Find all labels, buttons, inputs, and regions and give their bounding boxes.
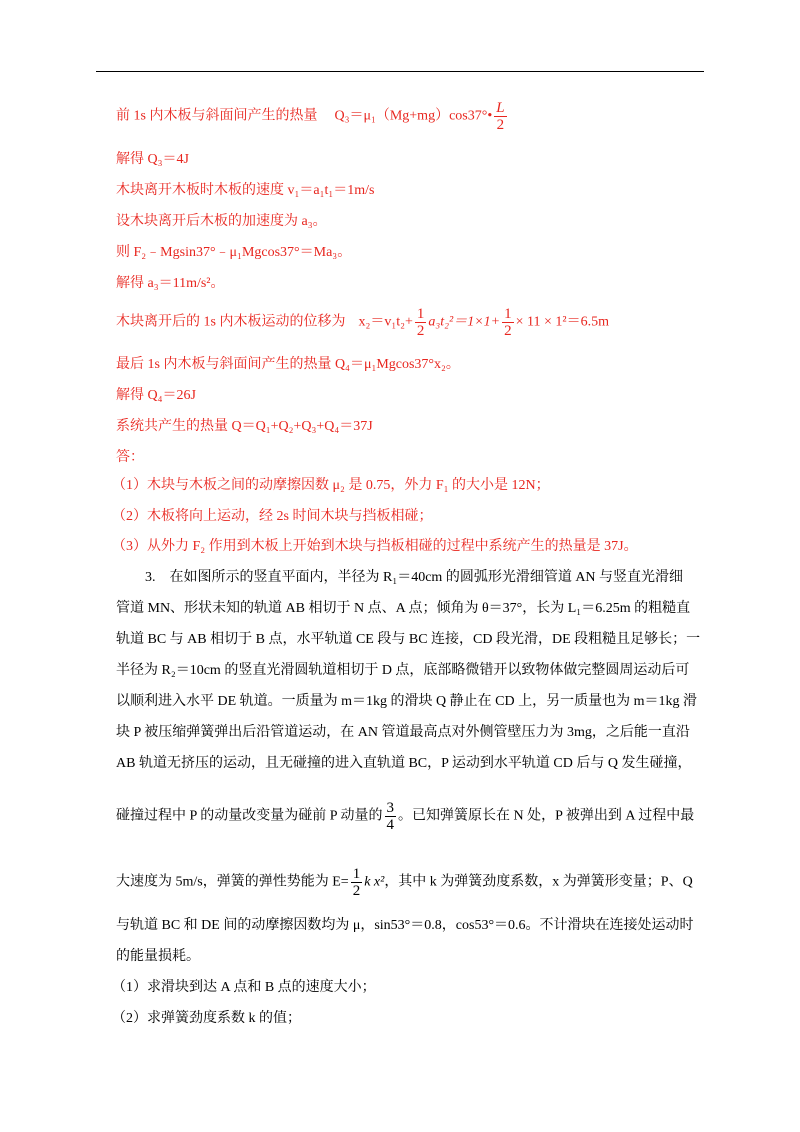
problem-line-8-den: 4 xyxy=(386,817,395,833)
q4-result: 解得 Q₄＝26J xyxy=(116,388,196,403)
header-rule xyxy=(96,71,704,72)
x2-half-fraction xyxy=(415,306,427,339)
sub-question-1: （1）求滑块到达 A 点和 B 点的速度大小； xyxy=(112,980,376,995)
x2-text: 木块离开后的 1s 内木板运动的位移为 xyxy=(116,314,346,330)
problem-line-2: 管道 MN、形状未知的轨道 AB 相切于 N 点、A 点；倾角为 θ＝37°，长为 L₁＝6.25m 的粗糙直 xyxy=(116,601,691,616)
problem-line-9 xyxy=(116,866,706,899)
problem-line-9a: 大速度为 5m/s，弹簧的弹性势能为 E= xyxy=(116,874,349,890)
problem-line-7: AB 轨道无挤压的运动，且无碰撞的进入直轨道 BC，P 运动到水平轨道 CD 后与 Q 发生碰撞， xyxy=(116,756,692,771)
x2-half2-num: 1 xyxy=(504,306,512,322)
v1-line: 木块离开木板时木板的速度 v₁＝a₁t₁＝1m/s xyxy=(116,183,375,198)
x2-formula-a: x₂＝v₁t₂+ xyxy=(358,314,413,330)
x2-formula-b: a₃t₂²＝1×1+ xyxy=(428,314,501,330)
q3-result: 解得 Q₃＝4J xyxy=(116,152,189,167)
answer-1: （1）木块与木板之间的动摩擦因数 μ₂ 是 0.75，外力 F₁ 的大小是 12N； xyxy=(112,478,550,493)
x2-half2-fraction xyxy=(502,306,514,339)
answer-label: 答： xyxy=(116,450,144,465)
problem-line-1: 3. 在如图所示的竖直平面内，半径为 R₁＝40cm 的圆弧形光滑细管道 AN 与竖直光滑细 xyxy=(145,570,684,585)
x2-line xyxy=(116,306,609,339)
q4-line: 最后 1s 内木板与斜面间产生的热量 Q₄＝μ₁Mgcos37°x₂。 xyxy=(116,357,460,372)
problem-line-4: 半径为 R₂＝10cm 的竖直光滑圆轨道相切于 D 点，底部略微错开以致物体做完整圆周运动后可 xyxy=(116,663,690,678)
sub-question-2: （2）求弹簧劲度系数 k 的值； xyxy=(112,1011,301,1026)
problem-line-9-den: 2 xyxy=(352,883,361,899)
problem-line-8-fraction xyxy=(385,800,397,833)
problem-line-5: 以顺利进入水平 DE 轨道。一质量为 m＝1kg 的滑块 Q 静止在 CD 上，另一质量也为 m＝1kg 滑 xyxy=(116,694,697,709)
problem-line-8b: 。已知弹簧原长在 N 处，P 被弹出到 A 过程中最 xyxy=(398,808,695,824)
problem-line-9-kx: k x² xyxy=(364,874,385,890)
q3-fraction xyxy=(494,100,506,133)
x2-half2-den: 2 xyxy=(504,323,512,339)
q3-frac-num: L xyxy=(496,100,505,116)
problem-line-9-num: 1 xyxy=(352,866,361,882)
problem-line-8a: 碰撞过程中 P 的动量改变量为碰前 P 动量的 xyxy=(116,808,383,824)
answer-2: （2）木板将向上运动，经 2s 时间木块与挡板相碰； xyxy=(112,509,433,524)
problem-line-9b: ，其中 k 为弹簧劲度系数，x 为弹簧形变量；P、Q xyxy=(384,874,693,890)
x2-formula-c: × 11 × 1²＝6.5m xyxy=(515,314,609,330)
x2-half-num: 1 xyxy=(416,306,425,322)
problem-line-6: 块 P 被压缩弹簧弹出后沿管道运动，在 AN 管道最高点对外侧管壁压力为 3mg，之后能一直沿 xyxy=(116,725,690,740)
q-total: 系统共产生的热量 Q＝Q₁+Q₂+Q₃+Q₄＝37J xyxy=(116,419,373,434)
q3-formula: Q₃＝μ₁（Mg+mg）cos37°• xyxy=(334,108,493,124)
newton-line: 则 F₂﹣Mgsin37°﹣μ₁Mgcos37°＝Ma₃。 xyxy=(116,245,352,260)
q3-text: 前 1s 内木板与斜面间产生的热量 xyxy=(116,108,318,124)
problem-line-11: 的能量损耗。 xyxy=(116,949,200,964)
problem-line-9-fraction xyxy=(351,866,363,899)
x2-half-den: 2 xyxy=(416,323,425,339)
a3-result: 解得 a₃＝11m/s²。 xyxy=(116,276,225,291)
q3-line xyxy=(116,100,509,133)
q3-frac-den: 2 xyxy=(496,117,505,133)
problem-line-10: 与轨道 BC 和 DE 间的动摩擦因数均为 μ，sin53°＝0.8，cos53°＝0.6。不计滑块在连接处运动时 xyxy=(116,918,694,933)
problem-line-8-num: 3 xyxy=(386,800,395,816)
problem-line-3: 轨道 BC 与 AB 相切于 B 点，水平轨道 CE 段与 BC 连接，CD 段光滑，DE 段粗糙且足够长；一 xyxy=(116,632,701,647)
problem-line-8 xyxy=(116,800,706,833)
a3-line: 设木块离开后木板的加速度为 a₃。 xyxy=(116,214,327,229)
answer-3: （3）从外力 F₂ 作用到木板上开始到木块与挡板相碰的过程中系统产生的热量是 37J。 xyxy=(112,539,638,554)
